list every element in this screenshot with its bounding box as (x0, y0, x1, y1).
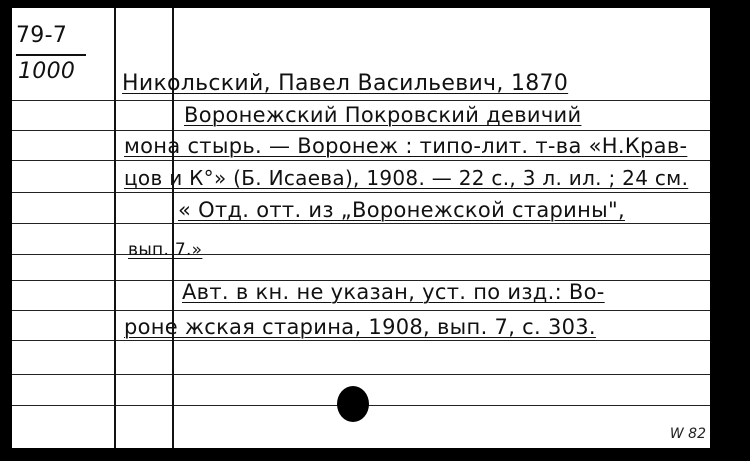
ruled-line (12, 100, 710, 101)
ruled-line (12, 160, 710, 161)
ruled-line (12, 340, 710, 341)
shelfmark-divider (16, 54, 86, 56)
library-stamp: W 82 (669, 426, 706, 442)
punch-hole (337, 386, 369, 422)
author-heading: Никольский, Павел Васильевич, 1870 (122, 71, 569, 96)
ruled-line (12, 223, 710, 224)
catalog-card (12, 8, 710, 448)
issue-line: вып. 7.» (128, 240, 203, 260)
shelfmark-bottom: 1000 (18, 59, 76, 84)
source-note-line-1: Авт. в кн. не указан, уст. по изд.: Во- (182, 280, 605, 304)
source-note-line-2: роне жская старина, 1908, вып. 7, с. 303. (124, 315, 596, 339)
ruled-line (12, 192, 710, 193)
imprint-line-2: цов и К°» (Б. Исаева), 1908. — 22 с., 3 л. ил. ; 24 см. (124, 166, 689, 190)
margin-line-left (114, 8, 116, 448)
ruled-line (12, 254, 710, 255)
series-note-line: « Отд. отт. из „Воронежской старины", (178, 198, 625, 222)
ruled-line (12, 374, 710, 375)
ruled-line (12, 310, 710, 311)
ruled-line (12, 130, 710, 131)
shelfmark-top: 79-7 (16, 23, 68, 48)
title-line: Воронежский Покровский девичий (184, 103, 582, 127)
imprint-line-1: мона стырь. — Воронеж : типо-лит. т-ва «Н.Крав- (124, 134, 688, 158)
